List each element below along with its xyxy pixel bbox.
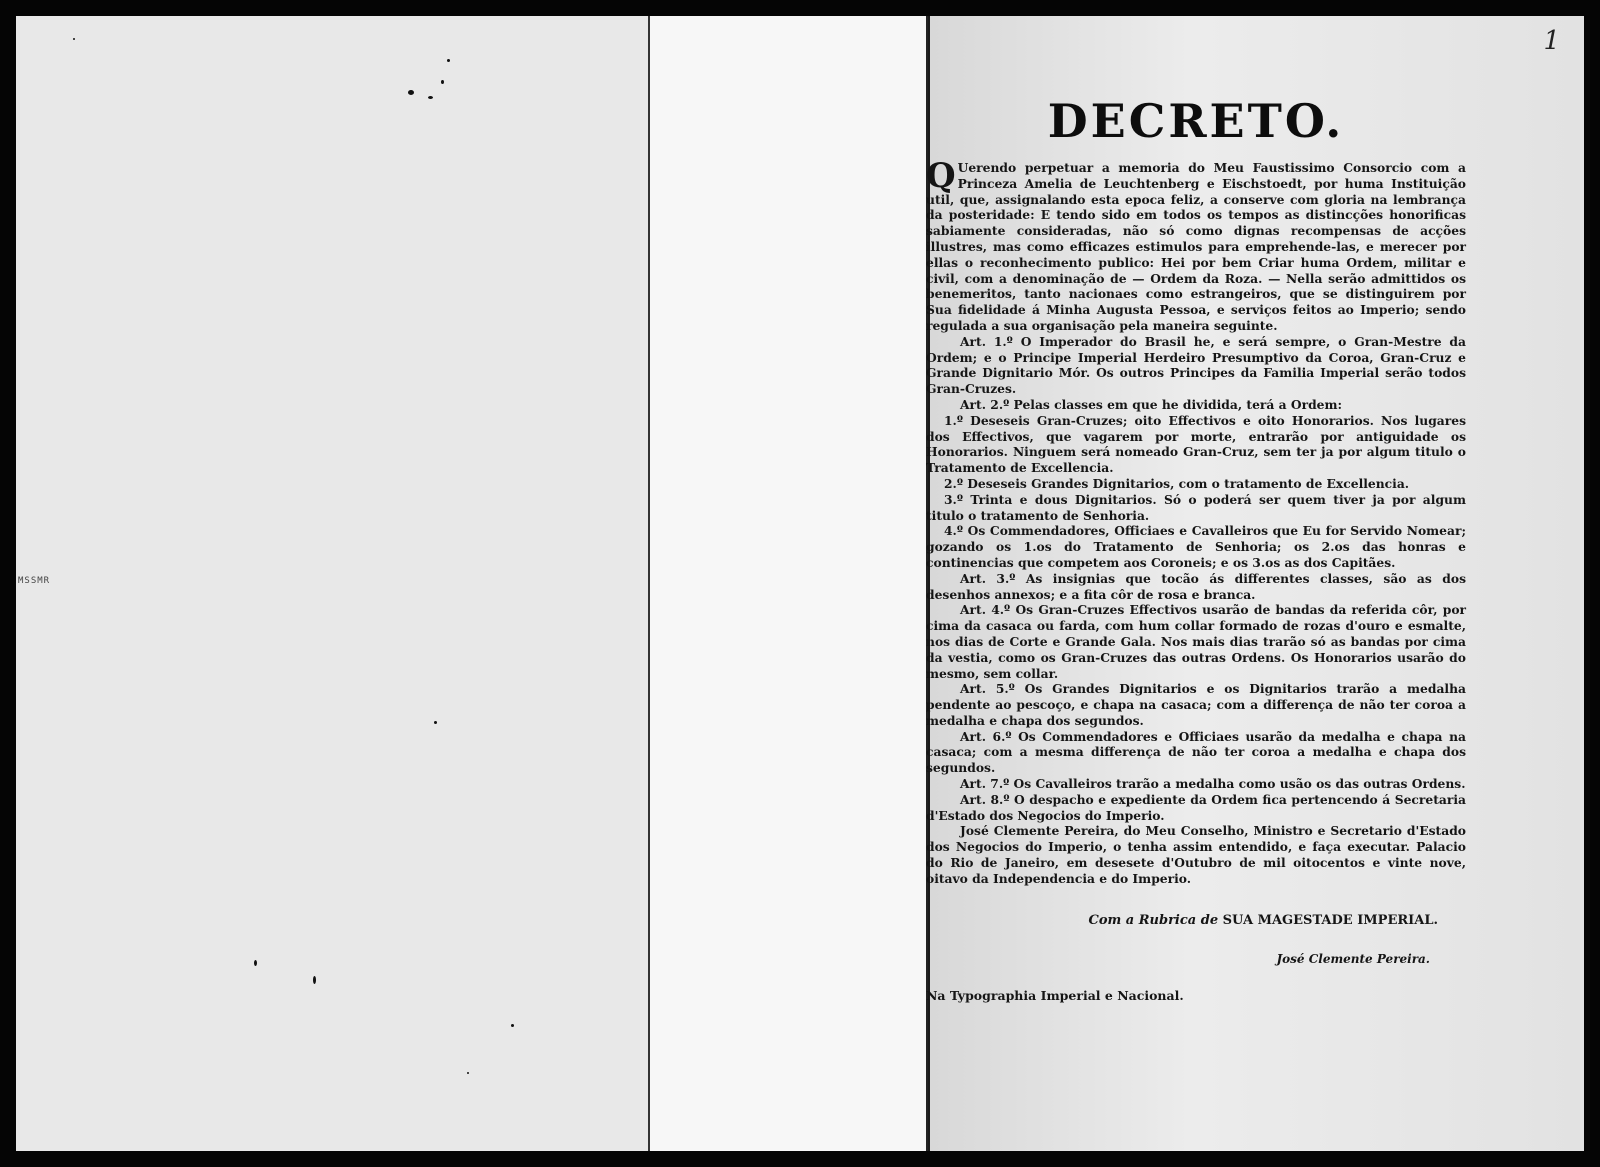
article-paragraph: 3.º Trinta e dous Dignitarios. Só o poderá ser quem tiver ja por algum titulo o tratamento de Senhoria. <box>926 491 1466 523</box>
blank-left-page <box>16 16 648 1151</box>
printer-imprint: Na Typographia Imperial e Nacional. <box>926 987 1184 1003</box>
folio-number: 1 <box>1543 26 1560 56</box>
paper-guard-strip <box>648 16 928 1151</box>
article-paragraph: 4.º Os Commendadores, Officiaes e Cavalleiros que Eu for Servido Nomear; gozando os 1.os do Tratamento de Senhoria; os 2.os das honras e continencias que competem aos Coroneis; e os 3.os as dos Capitães. <box>926 523 1466 570</box>
ink-spot <box>434 721 437 724</box>
preamble-text: Uerendo perpetuar a memoria do Meu Faustissimo Consorcio com a Princeza Amelia de Leuchtenberg e Eischstoedt, por huma Instituição util, que, assignalando esta epoca feliz, a conserve com gloria na lembrança da posteridade: E tendo sido em todos os tempos as distincções honorificas sabiamente consideradas, não só como dignas recompensas de acções illustres, mas como efficazes estimulos para emprehende-las, e merecer por ellas o reconhecimento publico: Hei por bem Criar huma Ordem, militar e civil, com a denominação de — Ordem da Roza. — Nella serão admittidos os benemeritos, tanto nacionaes como estrangeiros, que se distinguirem por Sua fidelidade á Minha Augusta Pessoa, e serviços feitos ao Imperio; sendo regulada a sua organisação pela maneira seguinte. <box>926 160 1466 333</box>
ink-spot <box>511 1024 514 1027</box>
decree-title: DECRETO. <box>1047 94 1345 148</box>
article-paragraph: 1.º Deseseis Gran-Cruzes; oito Effectivos e oito Honorarios. Nos lugares dos Effectivos, que vagarem por morte, entrarão por antiguidade os Honorarios. Ninguem será nomeado Gran-Cruz, sem ter ja por algum titulo o Tratamento de Excellencia. <box>926 412 1466 476</box>
article-paragraph: 2.º Deseseis Grandes Dignitarios, com o tratamento de Excellencia. <box>944 475 1410 491</box>
drop-cap: Q <box>926 156 956 196</box>
article-paragraph: Art. 7.º Os Cavalleiros trarão a medalha como usão os das outras Ordens. <box>960 776 1466 792</box>
articles-list <box>926 334 1466 887</box>
rubric-name: SUA MAGESTADE IMPERIAL. <box>1222 912 1438 928</box>
ink-spot <box>428 96 433 99</box>
article-paragraph: José Clemente Pereira, do Meu Conselho, Ministro e Secretario d'Estado dos Negocios do Imperio, o tenha assim entendido, e faça executar. Palacio do Rio de Janeiro, em desesete d'Outubro de mil oitocentos e vinte nove, oitavo da Independencia e do Imperio. <box>926 823 1466 886</box>
ink-spot <box>441 80 444 84</box>
article-paragraph: Art. 4.º Os Gran-Cruzes Effectivos usarão de bandas da referida côr, por cima da casaca ou farda, com hum collar formado de rozas d'ouro e esmalte, nos dias de Corte e Grande Gala. Nos mais dias trarão só as bandas por cima da vestia, como os Gran-Cruzes das outras Ordens. Os Honorarios usarão do mesmo, sem collar. <box>926 602 1466 681</box>
rubric-prefix: Com a Rubrica de <box>1088 912 1219 928</box>
ink-spot <box>73 38 75 40</box>
scanned-sheet <box>16 16 1584 1151</box>
article-paragraph: Art. 6.º Os Commendadores e Officiaes usarão da medalha e chapa na casaca; com a mesma differença de não ter coroa a medalha e chapa dos segundos. <box>926 728 1466 776</box>
article-paragraph: Art. 3.º As insignias que tocão ás differentes classes, são as dos desenhos annexos; e a fita côr de rosa e branca. <box>926 570 1466 602</box>
article-paragraph: Art. 2.º Pelas classes em que he dividida, terá a Ordem: <box>960 396 1343 412</box>
decree-preamble <box>926 156 1466 334</box>
ink-spot <box>313 976 316 984</box>
ink-spot <box>408 90 414 95</box>
ink-spot <box>467 1072 469 1074</box>
article-paragraph: Art. 1.º O Imperador do Brasil he, e será sempre, o Gran-Mestre da Ordem; e o Principe Imperial Herdeiro Presumptivo da Coroa, Gran-Cruz e Grande Dignitario Mór. Os outros Principes da Familia Imperial serão todos Gran-Cruzes. <box>926 333 1466 397</box>
archive-stamp: MSSMR <box>18 576 51 586</box>
article-paragraph: Art. 5.º Os Grandes Dignitarios e os Dignitarios trarão a medalha pendente ao pescoço, e chapa na casaca; com a differença de não ter coroa a medalha e chapa dos segundos. <box>926 681 1466 728</box>
ink-spot <box>254 960 257 966</box>
royal-rubric <box>926 913 1438 928</box>
minister-signature: José Clemente Pereira. <box>1276 951 1430 966</box>
article-paragraph: Art. 8.º O despacho e expediente da Ordem fica pertencendo á Secretaria d'Estado dos Negocios do Imperio. <box>926 791 1466 823</box>
decree-document <box>926 94 1466 1003</box>
ink-spot <box>447 59 450 62</box>
